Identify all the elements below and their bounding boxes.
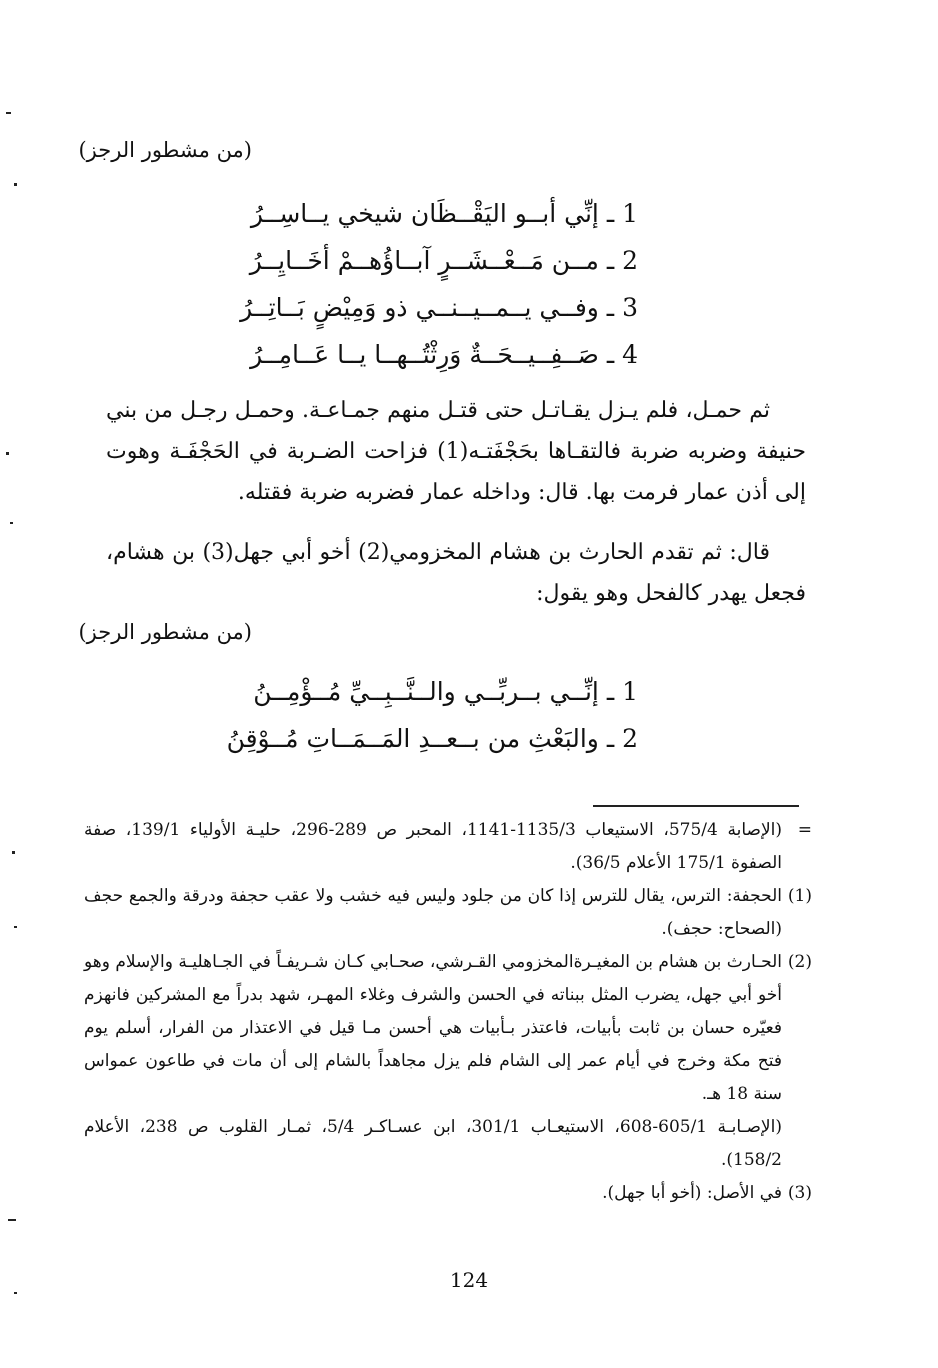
paragraph-2: قال: ثم تقدم الحارث بن هشام المخزومي(2) أخو أبي جهل(3) بن هشام، فجعل يهدر كالفحل وهو يقول: [106,540,806,606]
footnote-text: الحجفة: الترس، يقال للترس إذا كان من جلود وليس فيه خشب ولا عقب حجفة ودرقة والجمع حجف (الصحاح: حجف). [84,886,782,939]
verse-2-2: 2 ـ والبَعْثِ من بــعــدِ المَــمَــاتِ مُــوْقِنُ [226,724,638,753]
paragraph-1: ثم حمـل، فلم يـزل يقـاتـل حتى قتـل منهم جمـاعـة. وحمـل رجـل من بني حنيفة وضربه ضربة فالتقـاها بحَجْفَتـه(1) فزاحت الضـربة في الحَجْفَـة وهوت إلى أذن عمار فرمت بها. قال: وداخله عمار فضربه ضربة فقتله. [106,398,807,505]
verse-1-2: 2 ـ مــن مَــعْــشَــرٍ آبــاؤُهــمْ أخَــايِــرُ [249,246,638,275]
verse-1-3: 3 ـ وفــي يــمــيــنــي ذو وَمِيْضٍ بَــاتِــرُ [240,293,638,322]
footnote-continued [84,814,812,880]
scan-speck [6,112,11,114]
footnote-marker: = [797,820,812,840]
poem-2 [218,668,638,762]
scan-speck [14,183,17,186]
footnote-3 [84,1177,812,1210]
footnote-2 [84,946,812,1111]
scan-speck [10,522,13,524]
paragraph-1-block [106,390,806,513]
verse-2-1: 1 ـ إنِّــي بــربِّــي والــنَّــبِــيِّ مُــؤْمِــنُ [253,677,638,706]
verse-1-4: 4 ـ صَــفِــيــحَــةٌ وَرِثْتُــهــا يــا عَــامِــرُ [250,340,638,369]
footnote-separator [593,805,799,807]
paragraph-2-block [106,532,806,614]
footnote-text: (الإصـابـة 605/1-608، الاستيعـاب 301/1، ابن عسـاكـر 5/4، ثمـار القلوب ص 238، الأعلام 158/2). [84,1117,782,1170]
footnote-1 [84,880,812,946]
scan-speck [14,1292,17,1294]
footnote-marker [782,1111,812,1177]
scan-speck [6,452,9,455]
scan-speck [14,926,17,928]
footnote-marker: (2) [787,952,812,972]
verse-1-1: 1 ـ إنِّي أبــو اليَقْــظَان شيخي يــاسِــرُ [250,199,638,228]
meter-label-2: (من مشطور الرجز) [78,620,252,644]
page-number: 124 [449,1268,489,1292]
footnote-text: في الأصل: (أخو أبا جهل). [602,1183,782,1203]
footnotes [84,814,812,1210]
footnote-text: (الإصابة 575/4، الاستيعاب 1135/3-1141، المحبر ص 289-296، حليـة الأولياء 139/1، صفة الصفوة 175/1 الأعلام 36/5). [84,820,783,873]
poem-1 [218,190,638,378]
scan-speck [8,1219,16,1221]
scan-speck [12,851,15,854]
meter-label-1: (من مشطور الرجز) [78,138,252,162]
footnote-marker: (3) [787,1183,812,1203]
footnote-2-sources [84,1111,812,1177]
footnote-text: الحـارث بن هشام بن المغيـرةالمخزومي القـرشي، صحـابي كـان شـريفـاً في الجـاهليـة والإسلام وهو أخو أبي جهل، يضرب المثل ببناته في الحسن والشرف وغلاء المهـر، شهد بدراً مع المشركين فانهزم فعيّره حسان بن ثابت بأبيات، فاعتذر بـأبيات هي أحسن مـا قيل في الاعتذار من الفرار، أسلم يوم فتح مكة وخرج في أيام عمر إلى الشام فلم يزل مجاهداً بالشام إلى أن مات في طاعون عمواس سنة 18 هـ. [84,952,782,1104]
footnote-marker: (1) [787,886,812,906]
